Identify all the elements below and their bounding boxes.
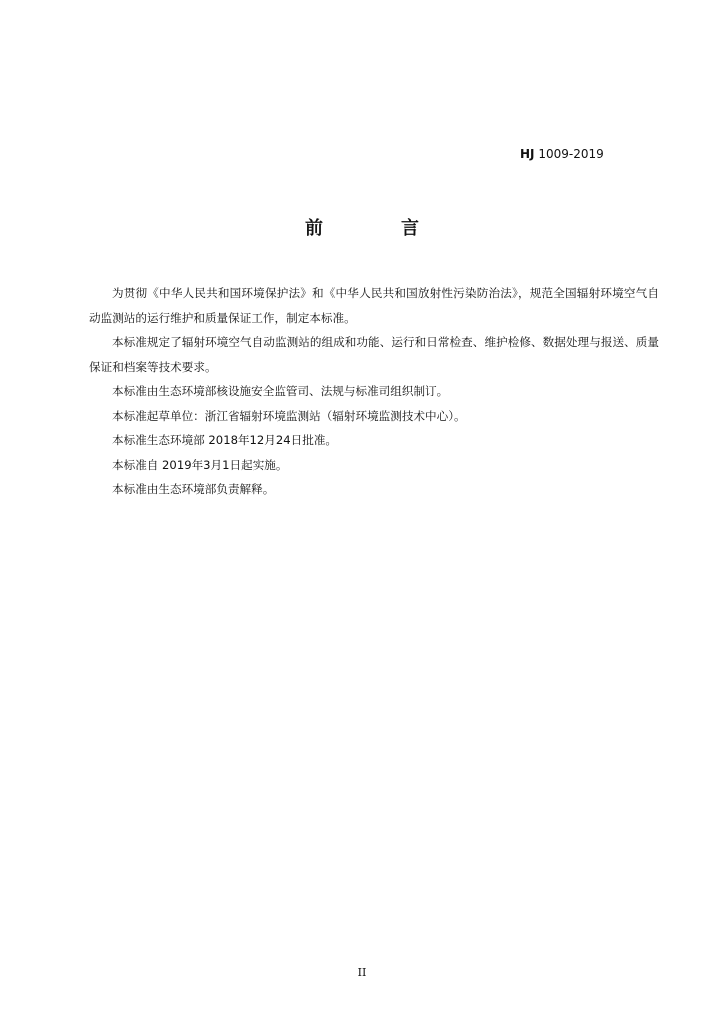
page-title: 前 言 [305, 218, 449, 239]
paragraph-organizer: 本标准由生态环境部核设施安全监管司、法规与标准司组织制订。 [112, 384, 449, 398]
paragraph-purpose: 为贯彻《中华人民共和国环境保护法》和《中华人民共和国放射性污染防治法》，规范全国辐射环境空气自动监测站的运行维护和质量保证工作，制定本标准。 [89, 286, 659, 325]
standard-code [520, 146, 640, 162]
standard-prefix: HJ [520, 147, 535, 161]
standard-number: 1009-2019 [538, 147, 604, 161]
paragraph-scope: 本标准规定了辐射环境空气自动监测站的组成和功能、运行和日常检查、维护检修、数据处理与报送、质量保证和档案等技术要求。 [89, 335, 659, 374]
page-number: II [357, 966, 367, 979]
paragraph-approval: 本标准生态环境部 2018年12月24日批准。 [112, 433, 338, 447]
paragraph-effective-date: 本标准自 2019年3月1日起实施。 [112, 457, 288, 472]
paragraph-drafting-unit: 本标准起草单位：浙江省辐射环境监测站（辐射环境监测技术中心）。 [112, 408, 466, 423]
paragraph-interpretation: 本标准由生态环境部负责解释。 [112, 482, 275, 496]
foreword-body [89, 281, 659, 502]
